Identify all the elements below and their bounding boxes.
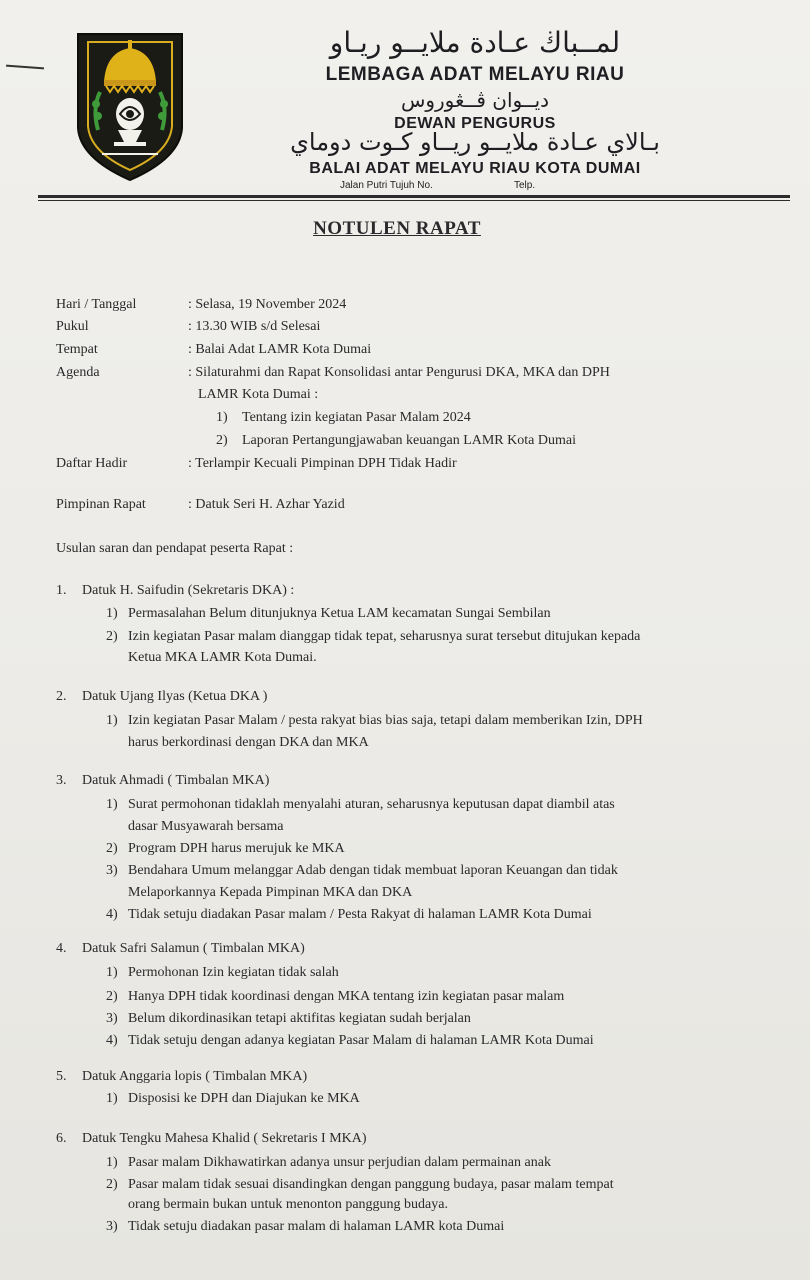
point-text: Pasar malam Dikhawatirkan adanya unsur perjudian dalam permainan anak: [128, 1155, 551, 1170]
point-text: Izin kegiatan Pasar Malam / pesta rakyat bias bias saja, tetapi dalam memberikan Izin, DPH: [128, 713, 643, 728]
jawi-heading-3: بـالاي عـادة ملايــو ريــاو كـوت دوماي: [290, 128, 660, 156]
point-number: 2): [106, 989, 118, 1004]
agenda-continued: LAMR Kota Dumai :: [198, 387, 319, 402]
participant-name: Datuk Ahmadi ( Timbalan MKA): [82, 773, 270, 788]
participant-number: 4.: [56, 941, 67, 956]
point-text: harus berkordinasi dengan DKA dan MKA: [128, 735, 369, 750]
lamr-emblem-logo: [74, 30, 186, 182]
attendance-label: Daftar Hadir: [56, 456, 128, 471]
point-text: Belum dikordinasikan tetapi aktifitas kegiatan sudah berjalan: [128, 1011, 471, 1026]
point-number: 2): [106, 1177, 118, 1192]
point-number: 4): [106, 1033, 118, 1048]
participant-number: 5.: [56, 1069, 67, 1084]
document-title: NOTULEN RAPAT: [313, 218, 481, 239]
point-text: Tidak setuju diadakan pasar malam di halaman LAMR kota Dumai: [128, 1219, 505, 1234]
participant-name: Datuk Tengku Mahesa Khalid ( Sekretaris I MKA): [82, 1131, 367, 1146]
board-name: DEWAN PENGURUS: [394, 115, 556, 132]
point-text: Disposisi ke DPH dan Diajukan ke MKA: [128, 1091, 360, 1106]
point-text: Bendahara Umum melanggar Adab dengan tidak membuat laporan Keuangan dan tidak: [128, 863, 618, 878]
participant-name: Datuk Safri Salamun ( Timbalan MKA): [82, 941, 305, 956]
detail-label: Tempat: [56, 342, 98, 357]
agenda-item: Laporan Pertangungjawaban keuangan LAMR Kota Dumai: [242, 433, 576, 448]
point-text: Permohonan Izin kegiatan tidak salah: [128, 965, 339, 980]
point-text: Tidak setuju diadakan Pasar malam / Pesta Rakyat di halaman LAMR Kota Dumai: [128, 907, 592, 922]
detail-label: Hari / Tanggal: [56, 297, 137, 312]
point-number: 1): [106, 1155, 118, 1170]
agenda-item: Tentang izin kegiatan Pasar Malam 2024: [242, 410, 471, 425]
phone-label: Telp.: [514, 180, 536, 191]
participant-name: Datuk H. Saifudin (Sekretaris DKA) :: [82, 583, 295, 598]
point-text: Pasar malam tidak sesuai disandingkan dengan panggung budaya, pasar malam tempat: [128, 1177, 614, 1192]
address: Jalan Putri Tujuh No.: [340, 180, 433, 191]
org-name: LEMBAGA ADAT MELAYU RIAU: [325, 64, 625, 85]
point-number: 1): [106, 606, 118, 621]
point-text: Permasalahan Belum ditunjuknya Ketua LAM kecamatan Sungai Sembilan: [128, 606, 551, 621]
agenda-item-number: 2): [216, 433, 228, 448]
point-number: 2): [106, 841, 118, 856]
branch-name: BALAI ADAT MELAYU RIAU KOTA DUMAI: [309, 160, 641, 177]
participant-number: 6.: [56, 1131, 67, 1146]
point-number: 1): [106, 1091, 118, 1106]
participant-name: Datuk Anggaria lopis ( Timbalan MKA): [82, 1069, 308, 1084]
header-rule-thick: [38, 195, 790, 198]
point-text: orang bermain bukan untuk menonton panggung budaya.: [128, 1197, 448, 1212]
participant-number: 3.: [56, 773, 67, 788]
header-rule-thin: [38, 200, 790, 201]
point-text: dasar Musyawarah bersama: [128, 819, 284, 834]
margin-mark: [6, 65, 44, 70]
detail-value: : Balai Adat LAMR Kota Dumai: [188, 342, 372, 357]
point-number: 1): [106, 713, 118, 728]
participant-name: Datuk Ujang Ilyas (Ketua DKA ): [82, 689, 268, 704]
point-text: Surat permohonan tidaklah menyalahi aturan, seharusnya keputusan dapat diambil atas: [128, 797, 615, 812]
participant-number: 2.: [56, 689, 67, 704]
intro-text: Usulan saran dan pendapat peserta Rapat :: [56, 541, 294, 556]
attendance-value: : Terlampir Kecuali Pimpinan DPH Tidak Hadir: [188, 456, 457, 471]
detail-label: Pukul: [56, 319, 89, 334]
point-number: 3): [106, 1219, 118, 1234]
point-number: 2): [106, 629, 118, 644]
point-text: Izin kegiatan Pasar malam dianggap tidak tepat, seharusnya surat tersebut ditujukan kepada: [128, 629, 641, 644]
chair-label: Pimpinan Rapat: [56, 497, 146, 512]
point-number: 3): [106, 863, 118, 878]
agenda-item-number: 1): [216, 410, 228, 425]
point-text: Tidak setuju dengan adanya kegiatan Pasar Malam di halaman LAMR Kota Dumai: [128, 1033, 594, 1048]
chair-value: : Datuk Seri H. Azhar Yazid: [188, 497, 345, 512]
point-number: 3): [106, 1011, 118, 1026]
participant-number: 1.: [56, 583, 67, 598]
detail-value: : Selasa, 19 November 2024: [188, 297, 347, 312]
detail-label: Agenda: [56, 365, 100, 380]
point-text: Melaporkannya Kepada Pimpinan MKA dan DKA: [128, 885, 413, 900]
point-number: 1): [106, 965, 118, 980]
point-number: 4): [106, 907, 118, 922]
detail-value: : Silaturahmi dan Rapat Konsolidasi antar Pengurusi DKA, MKA dan DPH: [188, 365, 610, 380]
detail-value: : 13.30 WIB s/d Selesai: [188, 319, 321, 334]
jawi-heading-2: ديــوان ڤــڠوروس: [400, 88, 550, 112]
point-number: 1): [106, 797, 118, 812]
point-text: Program DPH harus merujuk ke MKA: [128, 841, 345, 856]
jawi-heading-1: لمــباڬ عـادة ملايــو ريـاو: [329, 26, 621, 59]
point-text: Hanya DPH tidak koordinasi dengan MKA tentang izin kegiatan pasar malam: [128, 989, 565, 1004]
point-text: Ketua MKA LAMR Kota Dumai.: [128, 650, 317, 665]
